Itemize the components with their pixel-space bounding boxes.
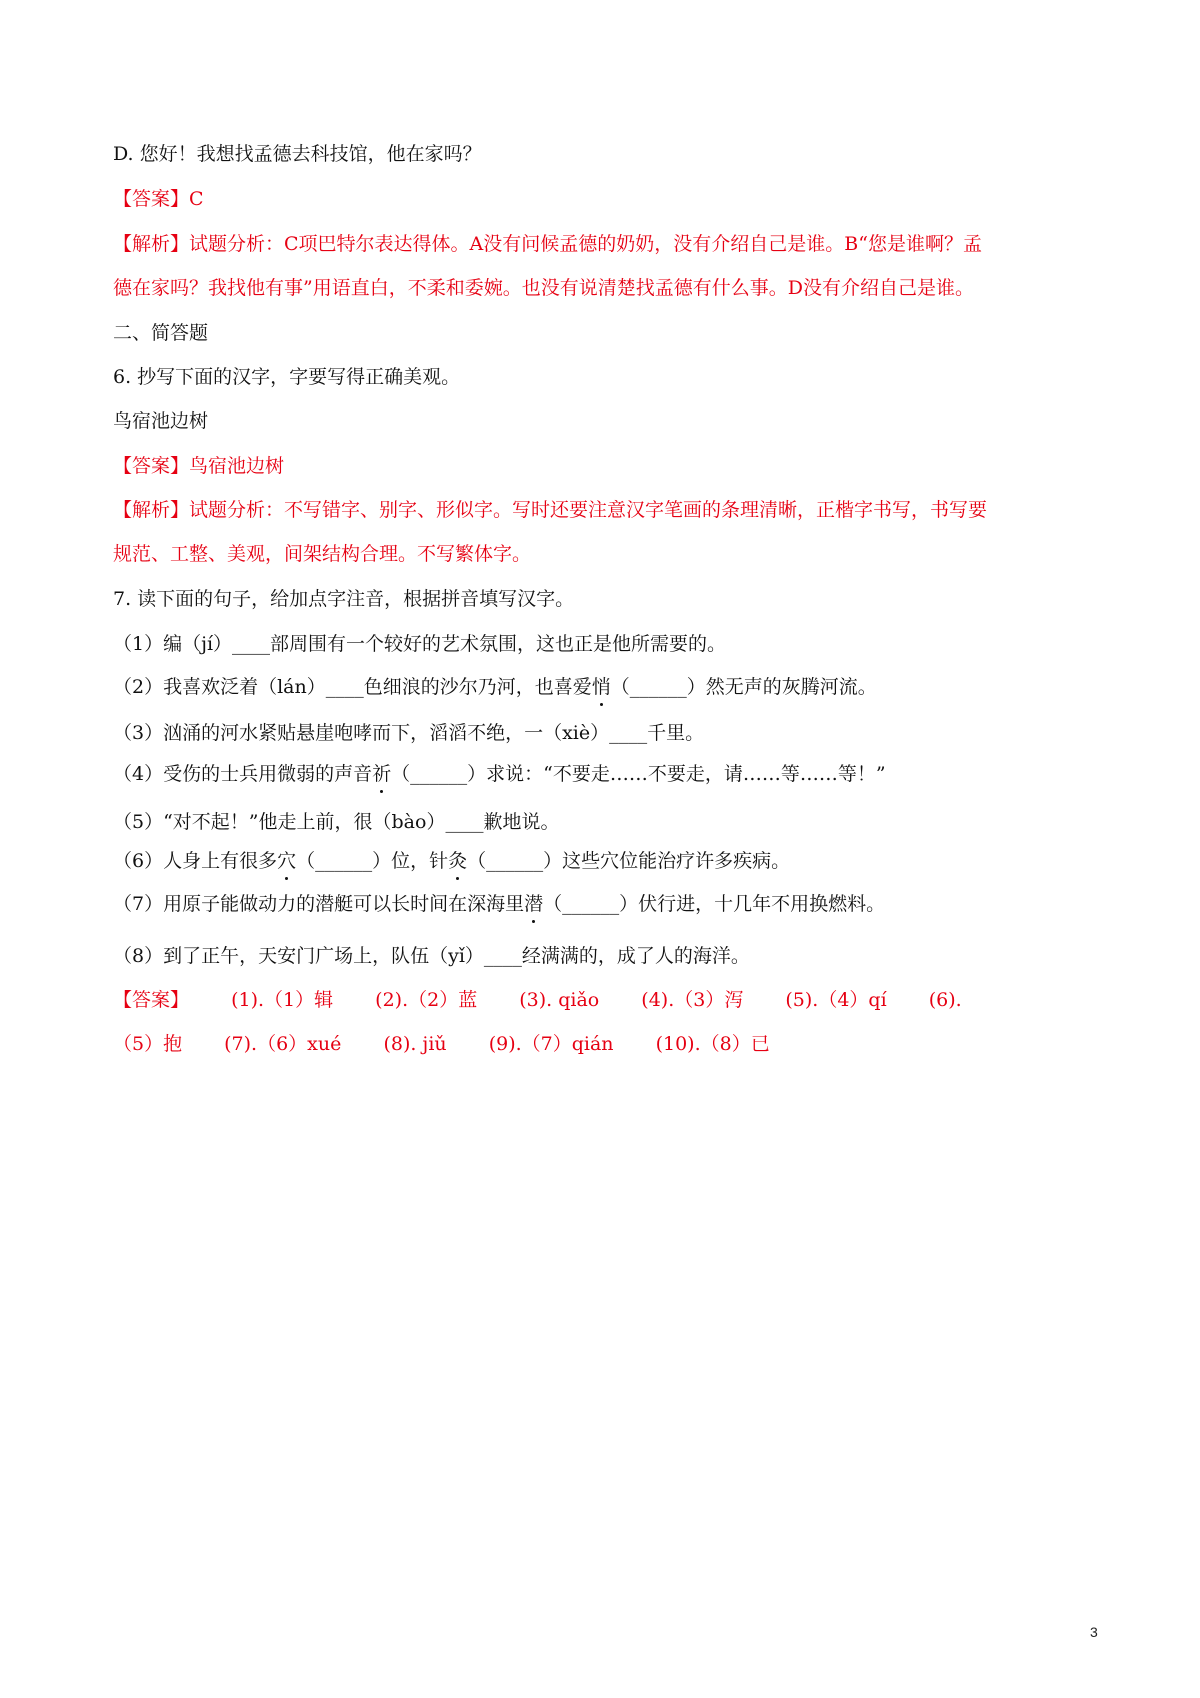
item-text: （______）然无声的灰腾河流。 xyxy=(610,676,877,698)
analysis-text: 试题分析：不写错字、别字、形似字。写时还要注意汉字笔画的条理清晰，正楷字书写，书写要 xyxy=(189,499,988,521)
q7-question: 7. 读下面的句子，给加点字注音，根据拼音填写汉字。 xyxy=(113,588,575,610)
option-d: D. 您好！我想找孟德去科技馆，他在家吗？ xyxy=(113,143,482,165)
section-title: 二、简答题 xyxy=(113,322,209,344)
analysis-label: 【解析】 xyxy=(113,233,190,255)
q5-analysis-line1 xyxy=(113,232,982,256)
page-number: 3 xyxy=(1090,1624,1098,1640)
dotted-char: 祈 xyxy=(372,763,392,785)
q7-item-3: （3）汹涌的河水紧贴悬崖咆哮而下，滔滔不绝，一（xiè）____千里。 xyxy=(113,722,705,744)
item-text: （______）这些穴位能治疗许多疾病。 xyxy=(467,850,791,872)
q7-item-2 xyxy=(113,675,877,699)
q7-item-4 xyxy=(113,762,886,786)
q7-item-8: （8）到了正午，天安门广场上，队伍（yǐ）____经满满的，成了人的海洋。 xyxy=(113,945,750,967)
dotted-char: 悄 xyxy=(591,676,611,698)
answer-item: (1).（1）辑 xyxy=(231,989,334,1011)
q7-answer-row2 xyxy=(113,1032,1103,1056)
item-text: （______）伏行进，十几年不用换燃料。 xyxy=(543,893,886,915)
answer-item: (5).（4）qí xyxy=(785,989,887,1011)
answer-item: （5）抱 xyxy=(113,1033,183,1055)
q5-analysis-line2: 德在家吗？我找他有事”用语直白，不柔和委婉。也没有说清楚找孟德有什么事。D没有介绍自己是谁。 xyxy=(113,277,974,299)
item-text: （______）求说：“不要走……不要走，请……等……等！” xyxy=(391,763,886,785)
answer-item: (2).（2）蓝 xyxy=(375,989,478,1011)
item-text: （7）用原子能做动力的潜艇可以长时间在深海里 xyxy=(113,893,525,915)
analysis-label: 【解析】 xyxy=(113,499,190,521)
analysis-text: 试题分析：C项巴特尔表达得体。A没有问候孟德的奶奶，没有介绍自己是谁。B“您是谁啊？孟 xyxy=(189,233,982,255)
answer-item: (8). jiǔ xyxy=(383,1033,447,1055)
q7-item-7 xyxy=(113,892,885,916)
q6-question: 6. 抄写下面的汉字，字要写得正确美观。 xyxy=(113,366,461,388)
answer-item: (10).（8）已 xyxy=(655,1033,770,1055)
item-text: （4）受伤的士兵用微弱的声音 xyxy=(113,763,373,785)
answer-item: (6). xyxy=(928,989,962,1011)
item-text: （______）位，针 xyxy=(296,850,449,872)
answer-item: (4).（3）泻 xyxy=(641,989,744,1011)
q7-item-1: （1）编（jí）____部周围有一个较好的艺术氛围，这也正是他所需要的。 xyxy=(113,633,727,655)
answer-item: (3). qiǎo xyxy=(519,989,600,1011)
item-text: （2）我喜欢泛着（lán）____色细浪的沙尔乃河，也喜爱 xyxy=(113,676,592,698)
q6-analysis-line1 xyxy=(113,498,987,522)
answer-item: (9).（7）qián xyxy=(488,1033,614,1055)
answer-value: C xyxy=(189,188,204,210)
answer-value: 鸟宿池边树 xyxy=(189,455,285,477)
dotted-char: 穴 xyxy=(277,850,297,872)
answer-item: (7).（6）xué xyxy=(224,1033,342,1055)
dotted-char: 潜 xyxy=(524,893,544,915)
answer-label: 【答案】 xyxy=(113,455,190,477)
q7-item-6 xyxy=(113,849,790,873)
dotted-char: 灸 xyxy=(448,850,468,872)
answer-label: 【答案】 xyxy=(113,989,190,1011)
q7-answer-row1 xyxy=(113,988,1103,1012)
answer-label: 【答案】 xyxy=(113,188,190,210)
q6-text: 鸟宿池边树 xyxy=(113,410,209,432)
q5-answer xyxy=(113,187,204,211)
q6-answer xyxy=(113,454,284,478)
q7-item-5: （5）“对不起！”他走上前，很（bào）____歉地说。 xyxy=(113,811,560,833)
q6-analysis-line2: 规范、工整、美观，间架结构合理。不写繁体字。 xyxy=(113,543,532,565)
item-text: （6）人身上有很多 xyxy=(113,850,278,872)
